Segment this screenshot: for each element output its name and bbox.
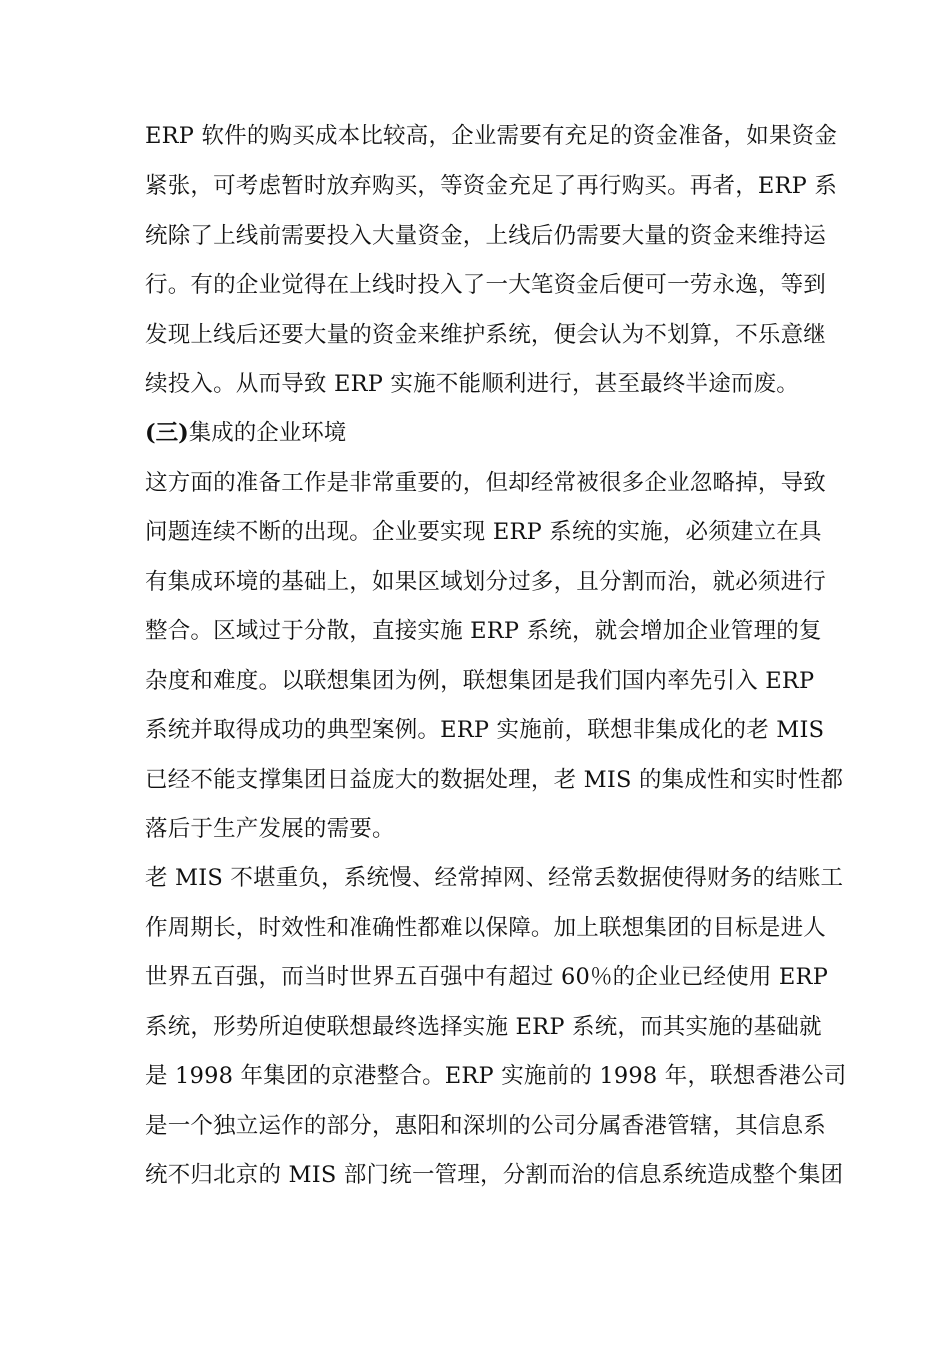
paragraph-3-line-2: 作周期长，时效性和准确性都难以保障。加上联想集团的目标是进人: [145, 915, 827, 941]
paragraph-2-line-6: 系统并取得成功的典型案例。ERP 实施前，联想非集成化的老 MIS: [145, 717, 825, 743]
paragraph-1-line-5: 发现上线后还要大量的资金来维护系统，便会认为不划算，不乐意继: [145, 322, 827, 348]
section-heading-number: (三): [145, 420, 189, 446]
paragraph-1-line-1: ERP 软件的购买成本比较高，企业需要有充足的资金准备，如果资金: [145, 123, 838, 149]
paragraph-2-line-8: 落后于生产发展的需要。: [145, 816, 395, 842]
paragraph-2-line-7: 已经不能支撑集团日益庞大的数据处理，老 MIS 的集成性和实时性都: [145, 767, 844, 793]
paragraph-1-line-6: 续投入。从而导致 ERP 实施不能顺利进行，甚至最终半途而废。: [145, 371, 800, 397]
paragraph-2-line-2: 问题连续不断的出现。企业要实现 ERP 系统的实施，必须建立在具: [145, 519, 822, 545]
paragraph-2-line-5: 杂度和难度。以联想集团为例，联想集团是我们国内率先引入 ERP: [145, 668, 815, 694]
paragraph-1-line-3: 统除了上线前需要投入大量资金，上线后仍需要大量的资金来维持运: [145, 223, 827, 249]
paragraph-3-line-6: 是一个独立运作的部分，惠阳和深圳的公司分属香港管辖，其信息系: [145, 1113, 827, 1139]
paragraph-1-line-4: 行。有的企业觉得在上线时投入了一大笔资金后便可一劳永逸，等到: [145, 272, 827, 298]
paragraph-3-line-4: 系统，形势所迫使联想最终选择实施 ERP 系统，而其实施的基础就: [145, 1014, 822, 1040]
paragraph-2-line-4: 整合。区域过于分散，直接实施 ERP 系统，就会增加企业管理的复: [145, 618, 822, 644]
paragraph-2-line-3: 有集成环境的基础上，如果区域划分过多，且分割而治，就必须进行: [145, 569, 827, 595]
section-heading: [145, 413, 346, 453]
section-heading-text: 集成的企业环境: [188, 420, 347, 446]
paragraph-3-line-1: 老 MIS 不堪重负，系统慢、经常掉网、经常丢数据使得财务的结账工: [145, 865, 844, 891]
paragraph-1-line-2: 紧张，可考虑暂时放弃购买，等资金充足了再行购买。再者，ERP 系: [145, 173, 838, 199]
paragraph-3-line-3: 世界五百强，而当时世界五百强中有超过 60％的企业已经使用 ERP: [145, 964, 829, 990]
paragraph-3-line-7: 统不归北京的 MIS 部门统一管理，分割而治的信息系统造成整个集团: [145, 1162, 844, 1188]
paragraph-2-line-1: 这方面的准备工作是非常重要的，但却经常被很多企业忽略掉，导致: [145, 470, 827, 496]
paragraph-3-line-5: 是 1998 年集团的京港整合。ERP 实施前的 1998 年，联想香港公司: [145, 1063, 847, 1089]
